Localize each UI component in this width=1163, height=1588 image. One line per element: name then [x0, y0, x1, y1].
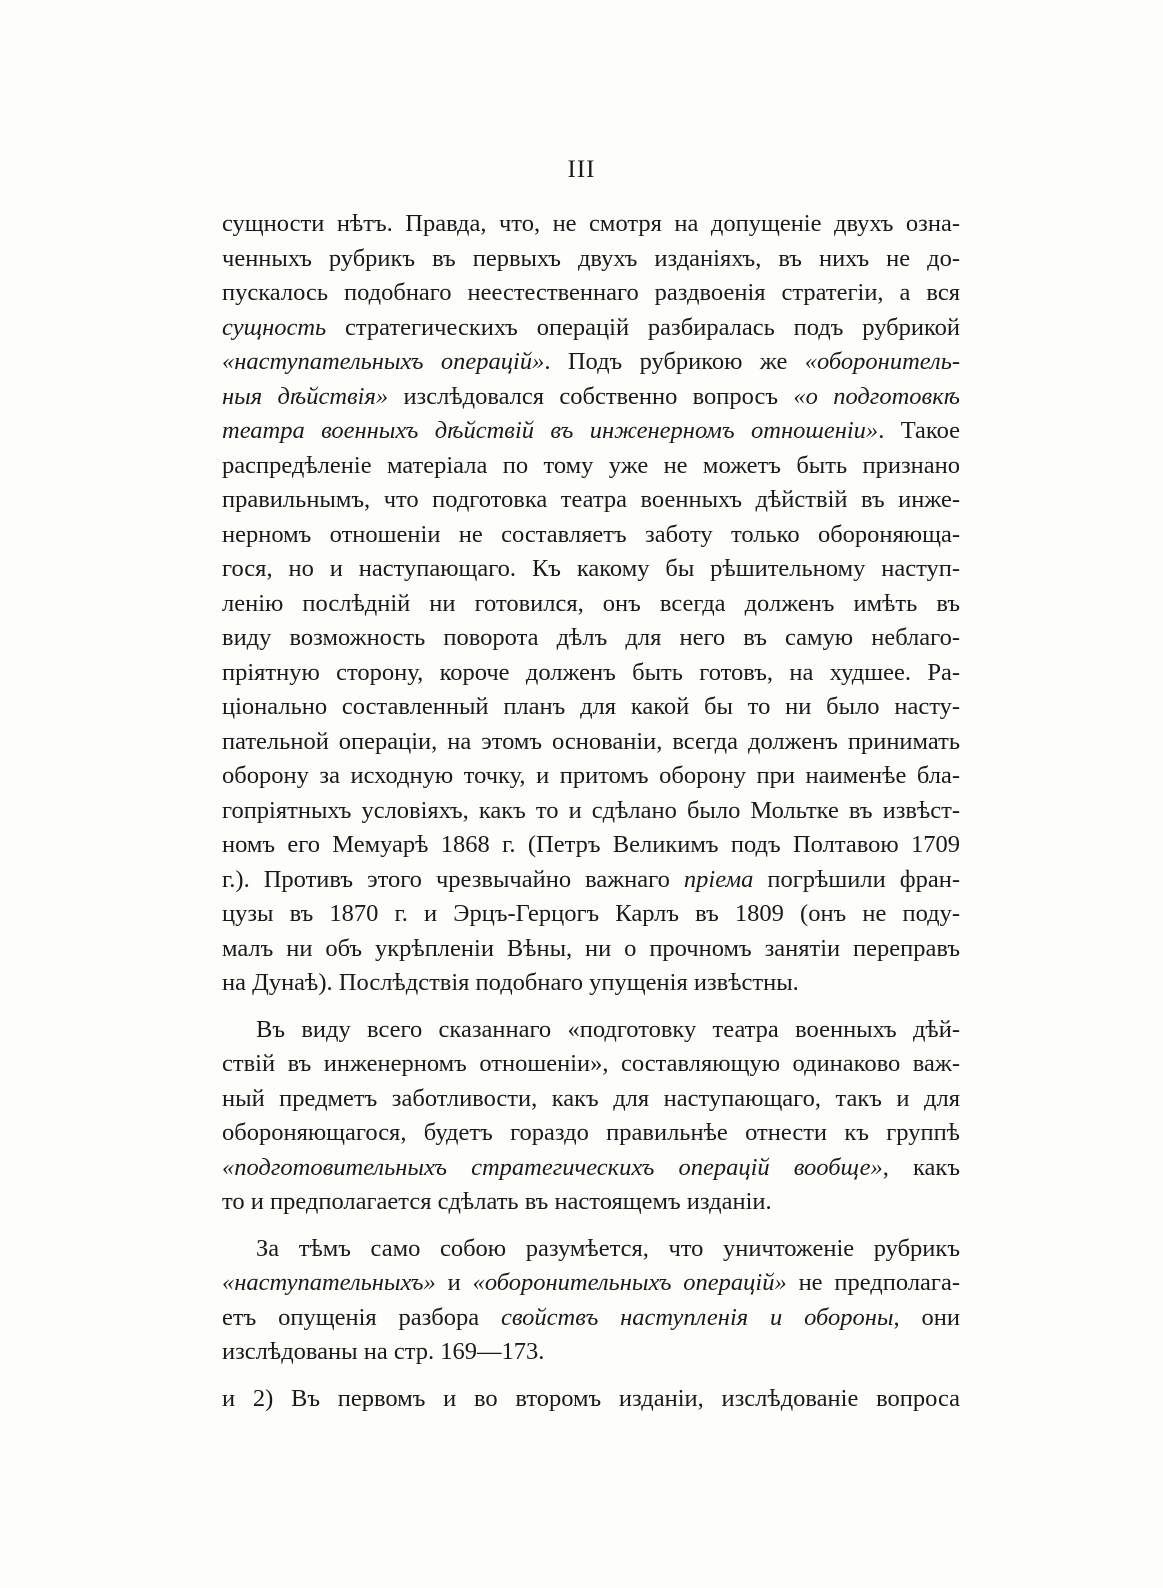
text-line [222, 1047, 960, 1082]
text-line [222, 1013, 960, 1048]
text-segment: стратегическихъ операцій разбиралась подъ рубрикой [326, 313, 960, 341]
text-segment: ціонально составленный планъ для какой бы то ни было насту- [222, 693, 960, 720]
text-segment: номъ его Мемуарѣ 1868 г. (Петръ Великимъ подъ Полтавою 1709 [222, 831, 960, 858]
paragraph-gap [222, 1220, 960, 1232]
text-line [222, 518, 960, 553]
text-segment: ный предметъ заботливости, какъ для наступающаго, такъ и для [222, 1084, 960, 1112]
text-segment: г.). Противъ этого чрезвычайно важнаго [222, 865, 684, 893]
text-segment: не предполага- [786, 1269, 960, 1296]
text-segment: и [435, 1269, 473, 1296]
italic-text: «подготовительныхъ стратегическихъ операцій вообще» [222, 1153, 883, 1181]
italic-text: театра военныхъ дѣйствій въ инженерномъ отношеніи» [222, 417, 879, 444]
text-segment: пательной операціи, на этомъ основаніи, всегда долженъ принимать [222, 727, 960, 755]
text-line [222, 311, 960, 346]
text-segment: виду возможность поворота дѣлъ для него въ самую неблаго- [222, 624, 960, 651]
italic-text: ныя дѣйствія» [222, 382, 389, 410]
text-line [222, 449, 960, 484]
text-segment: изслѣдованы на стр. 169—173. [222, 1338, 545, 1365]
italic-text: свойствъ наступленія и обороны [501, 1303, 894, 1331]
body-text [222, 207, 960, 1416]
paragraph [222, 1232, 960, 1370]
text-line [222, 1301, 960, 1336]
text-line [222, 345, 960, 380]
text-segment: Въ виду всего сказаннаго «подготовку театра военныхъ дѣй- [256, 1015, 960, 1043]
text-line [222, 759, 960, 794]
text-line [222, 380, 960, 415]
page-number: III [567, 156, 596, 183]
text-segment: сущности нѣтъ. Правда, что, не смотря на допущеніе двухъ озна- [222, 210, 960, 237]
text-line [222, 1082, 960, 1117]
italic-text: сущность [222, 313, 327, 341]
text-segment: , какъ [882, 1153, 960, 1181]
text-line [222, 656, 960, 691]
text-segment: пускалось подобнаго неестественнаго раздвоенія стратегіи, а вся [222, 279, 960, 306]
text-line [222, 1151, 960, 1186]
paragraph [222, 207, 960, 1001]
paragraph-gap [222, 1370, 960, 1382]
text-segment: ченныхъ рубрикъ въ первыхъ двухъ изданіяхъ, въ нихъ не до- [222, 244, 960, 272]
text-segment: изслѣдовался собственно вопросъ [388, 382, 794, 410]
text-segment: . Такое [878, 417, 960, 444]
text-segment: ленію послѣдній ни готовился, онъ всегда долженъ имѣть въ [222, 589, 960, 617]
text-line [222, 1382, 960, 1417]
paragraph [222, 1013, 960, 1220]
text-line [222, 725, 960, 760]
text-segment: то и предполагается сдѣлать въ настоящемъ изданіи. [222, 1188, 772, 1215]
text-segment: . Подъ рубрикою же [544, 348, 805, 375]
italic-text: «оборонительныхъ операцій» [472, 1269, 787, 1296]
text-line [222, 587, 960, 622]
text-line [222, 863, 960, 898]
text-line [222, 1185, 960, 1220]
italic-text: «оборонитель- [804, 348, 961, 375]
text-segment: етъ опущенія разбора [222, 1303, 501, 1331]
text-segment: малъ ни объ укрѣпленіи Вѣны, ни о прочномъ занятіи переправъ [222, 934, 960, 962]
text-segment: на Дунаѣ). Послѣдствія подобнаго упущенія извѣстны. [222, 969, 799, 996]
text-line [222, 897, 960, 932]
text-segment: распредѣленіе матеріала по тому уже не можетъ быть признано [222, 451, 960, 479]
text-line [222, 966, 960, 1001]
text-line [222, 207, 960, 242]
text-segment: погрѣшили фран- [753, 865, 960, 893]
text-line [222, 1266, 960, 1301]
text-segment: За тѣмъ само собою разумѣется, что уничтоженіе рубрикъ [256, 1234, 960, 1262]
italic-text: «наступательныхъ» [222, 1269, 436, 1296]
text-segment: , они [893, 1303, 960, 1331]
text-line [222, 1116, 960, 1151]
text-segment: и 2) Въ первомъ и во второмъ изданіи, изслѣдованіе вопроса [222, 1384, 960, 1412]
italic-text: «о подготовкѣ [793, 382, 960, 410]
text-segment: цузы въ 1870 г. и Эрцъ-Герцогъ Карлъ въ 1809 (онъ не поду- [222, 900, 960, 927]
text-line [222, 794, 960, 829]
text-line [222, 1232, 960, 1267]
text-line [222, 276, 960, 311]
italic-text: «наступательныхъ операцій» [222, 348, 545, 375]
text-segment: нерномъ отношеніи не составляетъ заботу только обороняюща- [222, 520, 960, 548]
text-line [222, 483, 960, 518]
text-line [222, 414, 960, 449]
text-segment: пріятную сторону, короче долженъ быть готовъ, на худшее. Ра- [222, 658, 960, 686]
text-line [222, 932, 960, 967]
italic-text: пріема [683, 865, 754, 893]
text-segment: оборону за исходную точку, и притомъ оборону при наименѣе бла- [222, 762, 960, 789]
text-line [222, 828, 960, 863]
text-segment: гопріятныхъ условіяхъ, какъ то и сдѣлано было Мольтке въ извѣст- [222, 796, 960, 824]
paragraph-gap [222, 1001, 960, 1013]
text-segment: обороняющагося, будетъ гораздо правильнѣе отнести къ группѣ [222, 1119, 960, 1146]
text-segment: гося, но и наступающаго. Къ какому бы рѣшительному наступ- [222, 555, 960, 582]
text-line [222, 552, 960, 587]
text-segment: правильнымъ, что подготовка театра военныхъ дѣйствій въ инже- [222, 486, 960, 513]
text-segment: ствій въ инженерномъ отношеніи», составляющую одинаково важ- [222, 1050, 960, 1077]
text-line [222, 242, 960, 277]
paragraph [222, 1382, 960, 1417]
text-line [222, 690, 960, 725]
text-line [222, 621, 960, 656]
text-line [222, 1335, 960, 1370]
